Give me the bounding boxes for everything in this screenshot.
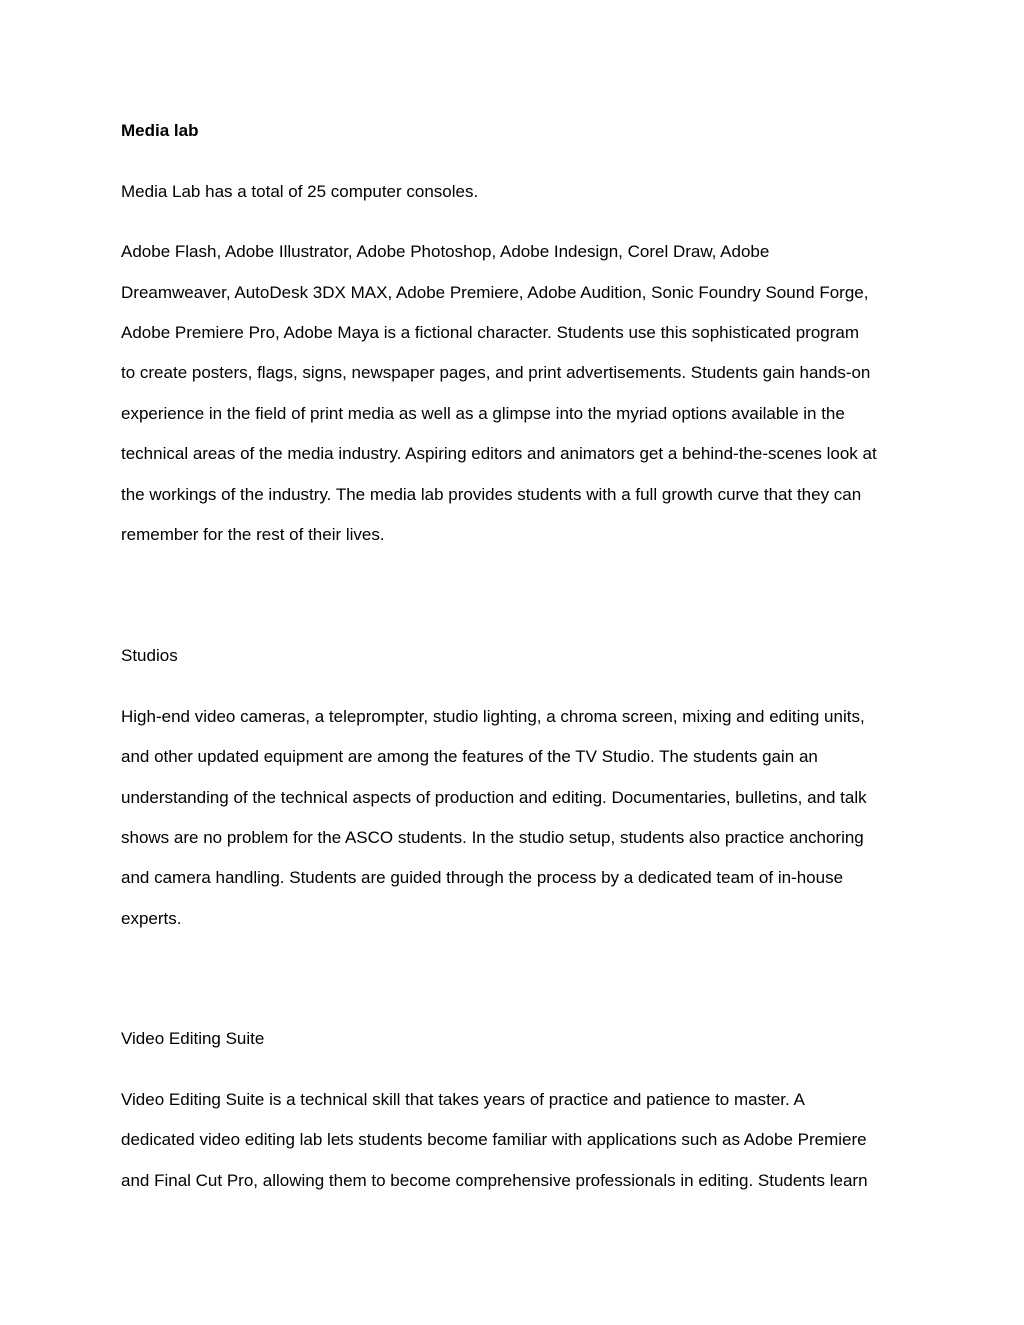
video-editing-suite-heading: Video Editing Suite [121,1029,265,1048]
studios-paragraph-line: understanding of the technical aspects of production and editing. Documentaries, bulletins, and talk [121,788,867,807]
studios-paragraph-line: High-end video cameras, a teleprompter, studio lighting, a chroma screen, mixing and editing units, [121,707,865,726]
media-lab-paragraph-line: to create posters, flags, signs, newspaper pages, and print advertisements. Students gain hands-on [121,363,871,382]
studios-paragraph-line: and camera handling. Students are guided through the process by a dedicated team of in-house [121,868,844,887]
video-editing-paragraph-line: and Final Cut Pro, allowing them to become comprehensive professionals in editing. Students learn [121,1171,868,1190]
media-lab-paragraph-line: technical areas of the media industry. Aspiring editors and animators get a behind-the-scenes look at [121,444,877,463]
video-editing-paragraph-line: dedicated video editing lab lets students become familiar with applications such as Adobe Premiere [121,1130,867,1149]
media-lab-intro: Media Lab has a total of 25 computer consoles. [121,182,479,201]
media-lab-paragraph-line: Adobe Flash, Adobe Illustrator, Adobe Photoshop, Adobe Indesign, Corel Draw, Adobe [121,242,770,261]
studios-heading: Studios [121,646,178,665]
video-editing-paragraph-line: Video Editing Suite is a technical skill that takes years of practice and patience to master. A [121,1090,805,1109]
studios-paragraph-line: and other updated equipment are among the features of the TV Studio. The students gain an [121,747,818,766]
studios-paragraph-line: experts. [121,909,182,928]
media-lab-heading: Media lab [121,121,199,140]
media-lab-paragraph-line: the workings of the industry. The media lab provides students with a full growth curve that they can [121,485,862,504]
media-lab-paragraph-line: remember for the rest of their lives. [121,525,385,544]
media-lab-paragraph-line: experience in the field of print media as well as a glimpse into the myriad options available in the [121,404,845,423]
media-lab-paragraph-line: Dreamweaver, AutoDesk 3DX MAX, Adobe Premiere, Adobe Audition, Sonic Foundry Sound Forge, [121,283,869,302]
media-lab-paragraph-line: Adobe Premiere Pro, Adobe Maya is a fictional character. Students use this sophisticated program [121,323,860,342]
studios-paragraph-line: shows are no problem for the ASCO students. In the studio setup, students also practice anchoring [121,828,864,847]
